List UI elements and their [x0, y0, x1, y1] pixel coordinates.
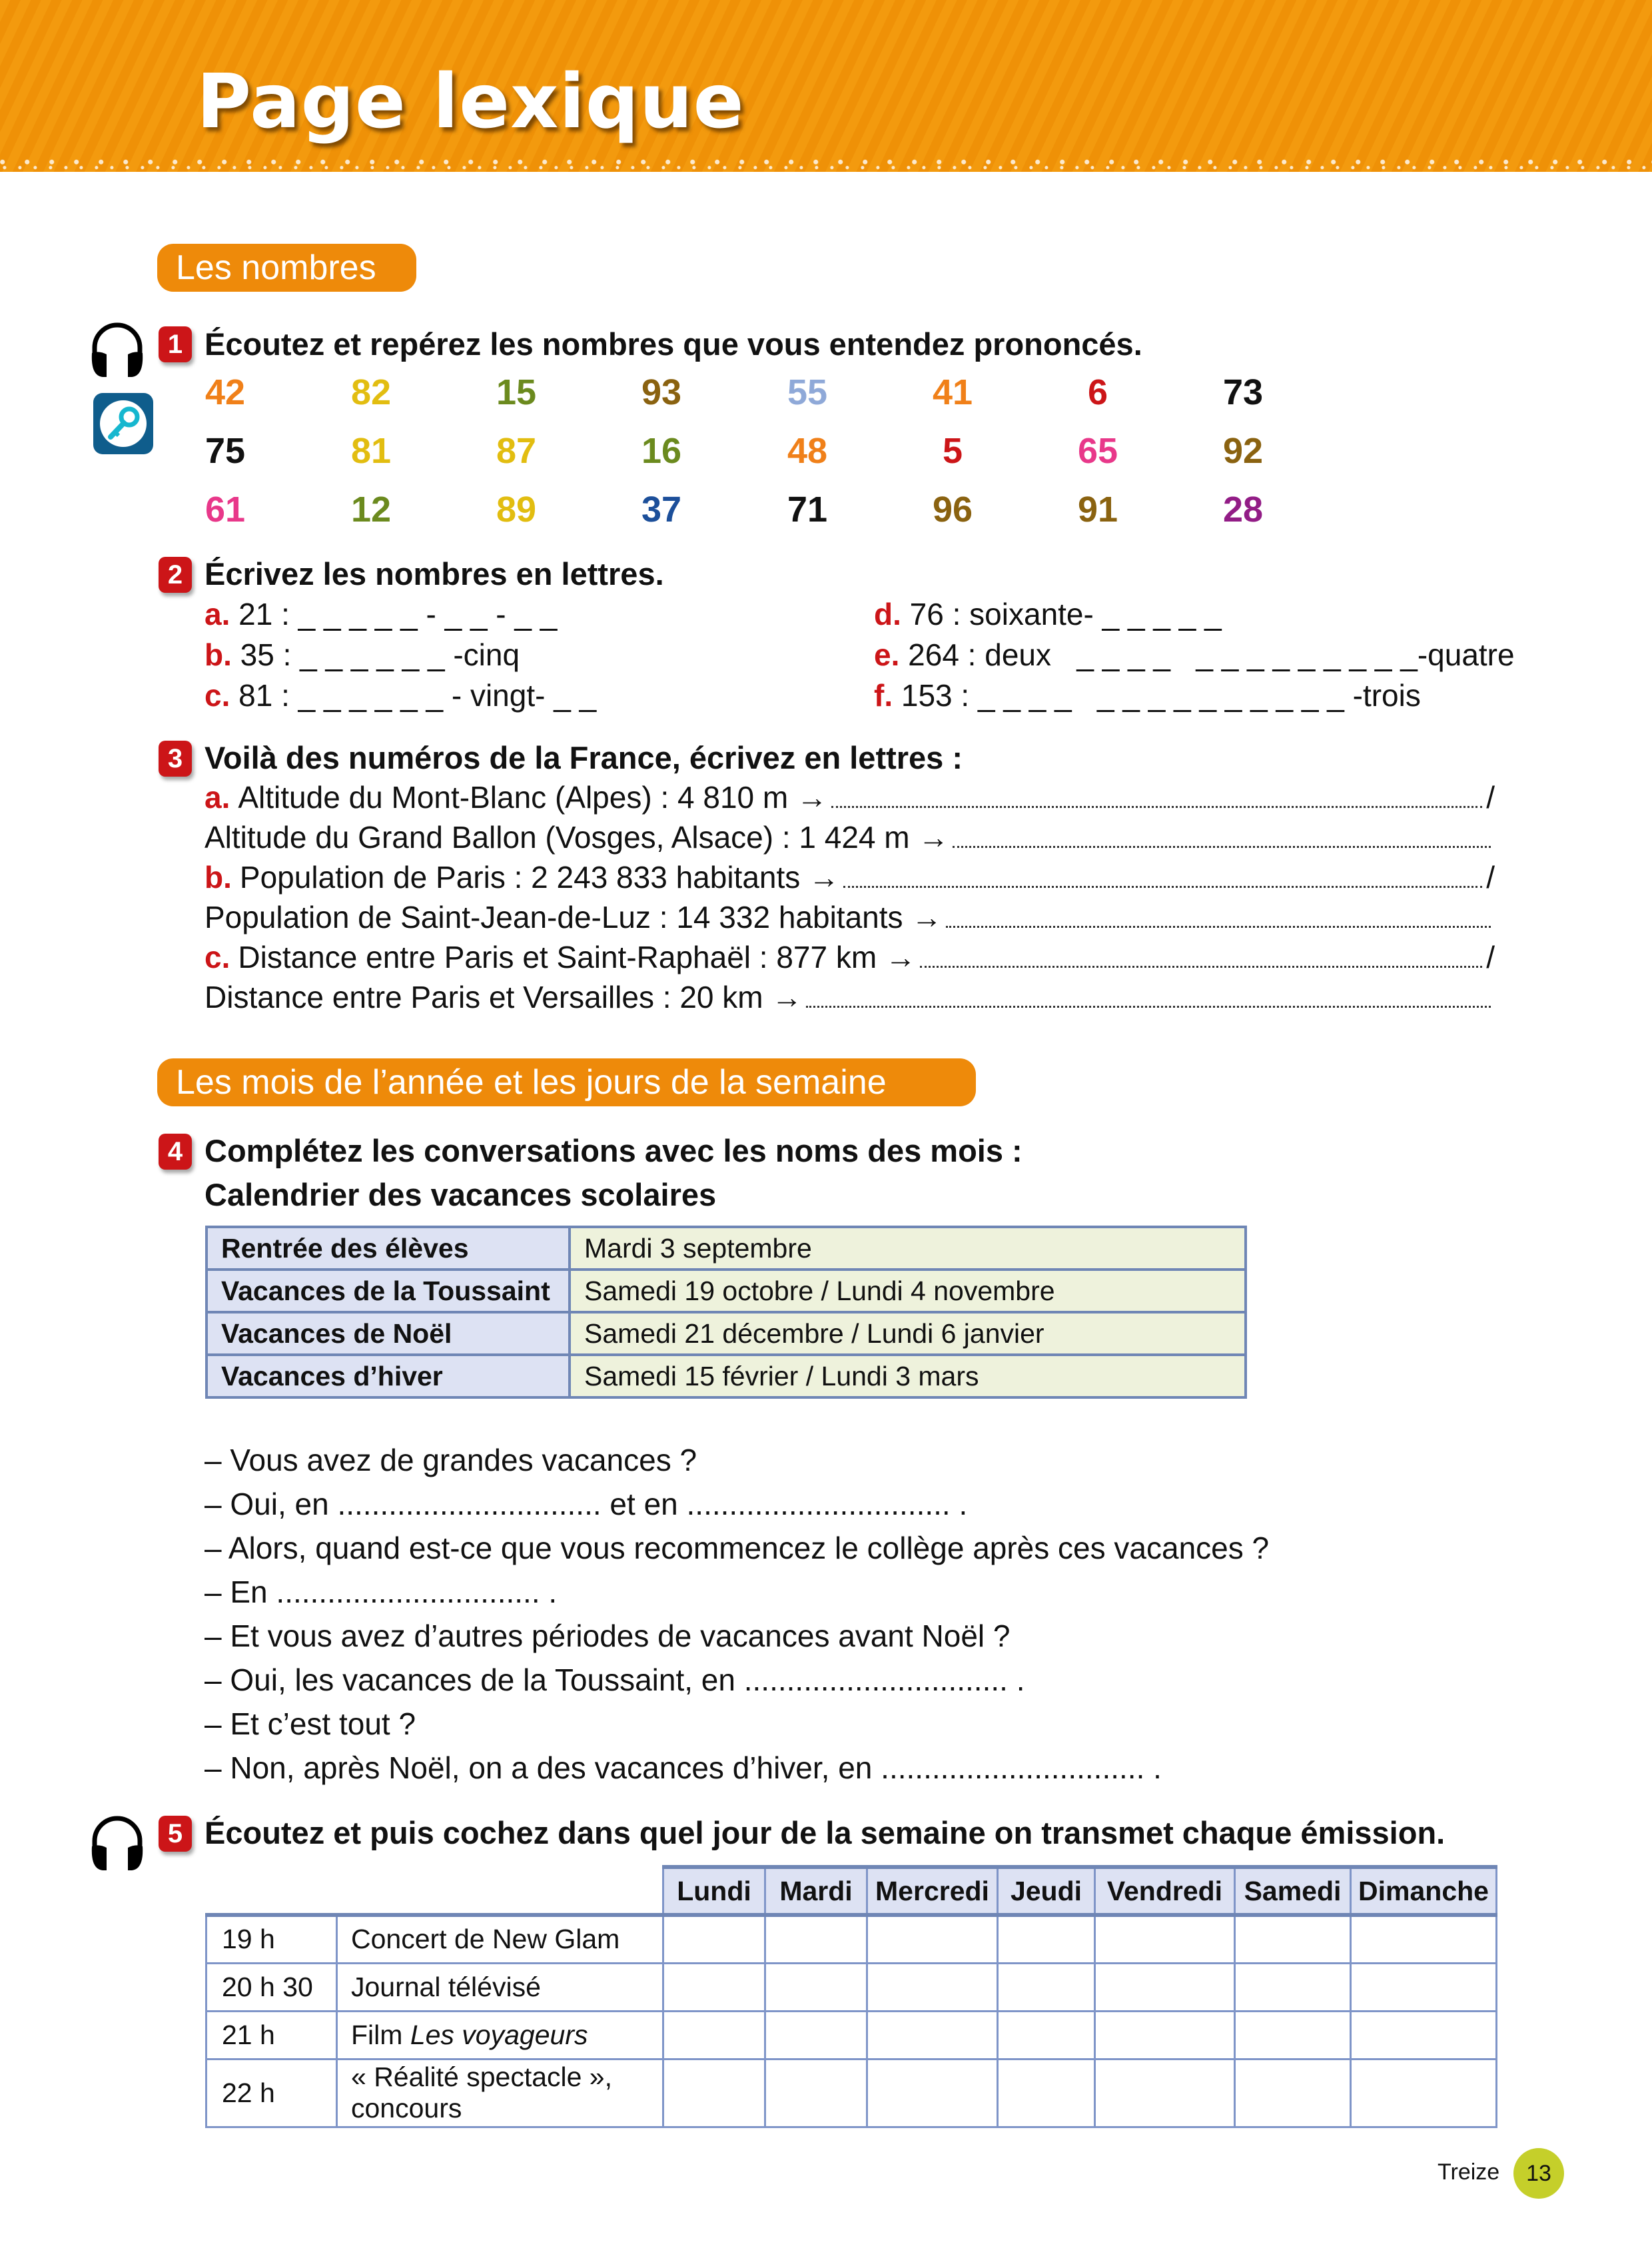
tv-schedule-table	[205, 1865, 1497, 2128]
exercise-2-instruction: Écrivez les nombres en lettres.	[205, 556, 664, 591]
answer-line[interactable]	[205, 859, 1495, 895]
checkbox-cell[interactable]	[867, 2059, 998, 2127]
item-label: f.	[874, 678, 893, 713]
program-name	[337, 1963, 663, 2011]
checkbox-cell[interactable]	[1351, 1915, 1497, 1963]
dialogue-line[interactable]: – Et vous avez d’autres périodes de vacances avant Noël ?	[205, 1619, 1011, 1653]
item-text: Population de Paris : 2 243 833 habitants →	[239, 860, 840, 895]
number-item[interactable]: 91	[1077, 490, 1118, 530]
item-text: 264 : deux _ _ _ _ _ _ _ _ _ _ _ _ _-quatre	[908, 637, 1515, 672]
checkbox-cell[interactable]	[867, 2011, 998, 2059]
exercise-1-instruction: Écoutez et repérez les nombres que vous entendez prononcés.	[205, 326, 1142, 362]
calendar-row	[206, 1270, 1246, 1312]
program-title-italic: Les voyageurs	[410, 2019, 588, 2050]
schedule-row	[206, 2011, 1497, 2059]
number-item[interactable]: 28	[1222, 490, 1264, 530]
number-item[interactable]: 75	[205, 431, 246, 471]
answer-line[interactable]	[205, 779, 1495, 815]
program-title: Journal télévisé	[351, 1971, 541, 2002]
checkbox-cell[interactable]	[1095, 1963, 1235, 2011]
schedule-row	[206, 1963, 1497, 2011]
checkbox-cell[interactable]	[1235, 1915, 1351, 1963]
fill-in-item[interactable]	[874, 677, 1421, 713]
item-label: b.	[205, 860, 232, 895]
program-time: 20 h 30	[206, 1963, 337, 2011]
dialogue-line[interactable]: – Alors, quand est-ce que vous recommencez le collège après ces vacances ?	[205, 1531, 1270, 1565]
calendar-subtitle: Calendrier des vacances scolaires	[205, 1177, 717, 1212]
key-answer-icon[interactable]	[92, 392, 155, 456]
answer-line[interactable]	[205, 939, 1495, 975]
exercise-badge-2: 2	[159, 557, 192, 593]
item-text: 35 : _ _ _ _ _ _ -cinq	[240, 637, 520, 672]
program-name	[337, 1915, 663, 1963]
checkbox-cell[interactable]	[998, 1963, 1095, 2011]
checkbox-cell[interactable]	[998, 2059, 1095, 2127]
number-item[interactable]: 96	[932, 490, 973, 530]
dotted-answer-field[interactable]	[920, 966, 1482, 968]
program-title: Concert de New Glam	[351, 1924, 620, 1955]
item-label: e.	[874, 637, 900, 672]
item-text: Altitude du Grand Ballon (Vosges, Alsace) : 1 424 m →	[205, 820, 949, 855]
calendar-period: Rentrée des élèves	[206, 1227, 570, 1270]
checkbox-cell[interactable]	[663, 1963, 765, 2011]
item-text: 76 : soixante- _ _ _ _ _	[909, 597, 1222, 631]
checkbox-cell[interactable]	[1095, 2011, 1235, 2059]
answer-line[interactable]	[205, 819, 1495, 855]
item-label: a.	[205, 780, 230, 815]
dialogue-line[interactable]: – Oui, les vacances de la Toussaint, en ............................... .	[205, 1663, 1025, 1697]
item-label: d.	[874, 597, 901, 631]
checkbox-cell[interactable]	[867, 1915, 998, 1963]
number-item[interactable]: 93	[641, 372, 682, 412]
number-item[interactable]: 81	[350, 431, 392, 471]
separator-slash: /	[1486, 780, 1495, 815]
checkbox-cell[interactable]	[663, 1915, 765, 1963]
number-item[interactable]: 92	[1222, 431, 1264, 471]
number-item[interactable]: 65	[1077, 431, 1118, 471]
day-header: Mardi	[765, 1867, 867, 1915]
number-item[interactable]: 16	[641, 431, 682, 471]
day-header: Samedi	[1235, 1867, 1351, 1915]
item-text: 21 : _ _ _ _ _ - _ _ - _ _	[238, 597, 558, 631]
checkbox-cell[interactable]	[1235, 2011, 1351, 2059]
dotted-answer-field[interactable]	[946, 926, 1491, 928]
separator-slash: /	[1486, 940, 1495, 974]
checkbox-cell[interactable]	[998, 2011, 1095, 2059]
calendar-dates: Mardi 3 septembre	[570, 1227, 1246, 1270]
fill-in-item[interactable]	[205, 637, 520, 673]
calendar-dates: Samedi 21 décembre / Lundi 6 janvier	[570, 1312, 1246, 1355]
separator-slash: /	[1486, 860, 1495, 895]
day-header: Lundi	[663, 1867, 765, 1915]
checkbox-cell[interactable]	[998, 1915, 1095, 1963]
number-item[interactable]: 42	[205, 372, 246, 412]
checkbox-cell[interactable]	[765, 1963, 867, 2011]
dotted-answer-field[interactable]	[806, 1006, 1491, 1008]
item-text: 81 : _ _ _ _ _ _ - vingt- _ _	[238, 678, 597, 713]
number-item[interactable]: 89	[496, 490, 537, 530]
fill-in-item[interactable]	[874, 637, 1515, 673]
number-item[interactable]: 71	[787, 490, 828, 530]
number-item[interactable]: 55	[787, 372, 828, 412]
page-number-word: Treize	[1438, 2159, 1500, 2185]
calendar-dates: Samedi 15 février / Lundi 3 mars	[570, 1355, 1246, 1397]
dialogue-line[interactable]: – Oui, en ............................... et en ............................... .	[205, 1487, 968, 1521]
calendar-dates: Samedi 19 octobre / Lundi 4 novembre	[570, 1270, 1246, 1312]
program-time: 19 h	[206, 1915, 337, 1963]
item-label: c.	[205, 678, 230, 713]
schedule-row	[206, 1915, 1497, 1963]
program-title: Film	[351, 2019, 410, 2050]
calendar-row	[206, 1227, 1246, 1270]
number-item[interactable]: 82	[350, 372, 392, 412]
checkbox-cell[interactable]	[867, 1963, 998, 2011]
number-item[interactable]: 48	[787, 431, 828, 471]
vacation-calendar-table	[205, 1226, 1247, 1399]
exercise-3-instruction: Voilà des numéros de la France, écrivez en lettres :	[205, 740, 963, 775]
headphones-icon[interactable]	[88, 1812, 147, 1873]
header-rough-edge	[0, 145, 1652, 173]
page-number-badge: 13	[1513, 2148, 1564, 2199]
number-item[interactable]: 6	[1087, 372, 1108, 412]
dotted-answer-field[interactable]	[843, 886, 1482, 888]
checkbox-cell[interactable]	[1235, 2059, 1351, 2127]
checkbox-cell[interactable]	[1095, 1915, 1235, 1963]
headphones-icon[interactable]	[88, 318, 147, 380]
page-title: Page lexique	[197, 59, 745, 145]
calendar-row	[206, 1312, 1246, 1355]
item-label: c.	[205, 940, 230, 974]
number-item[interactable]: 41	[932, 372, 973, 412]
program-time: 22 h	[206, 2059, 337, 2127]
number-item[interactable]: 12	[350, 490, 392, 530]
checkbox-cell[interactable]	[1351, 2059, 1497, 2127]
answer-line[interactable]	[205, 899, 1495, 935]
exercise-badge-5: 5	[159, 1816, 192, 1852]
program-title: « Réalité spectacle », concours	[351, 2061, 613, 2123]
fill-in-item[interactable]	[874, 596, 1222, 632]
section-title-months-days: Les mois de l’année et les jours de la semaine	[157, 1058, 976, 1106]
day-header: Vendredi	[1095, 1867, 1235, 1915]
number-item[interactable]: 61	[205, 490, 246, 530]
calendar-period: Vacances d’hiver	[206, 1355, 570, 1397]
calendar-period: Vacances de la Toussaint	[206, 1270, 570, 1312]
calendar-period: Vacances de Noël	[206, 1312, 570, 1355]
number-item[interactable]: 15	[496, 372, 537, 412]
checkbox-cell[interactable]	[1351, 2011, 1497, 2059]
exercise-4-instruction: Complétez les conversations avec les noms des mois :	[205, 1133, 1023, 1168]
checkbox-cell[interactable]	[1095, 2059, 1235, 2127]
item-text: Altitude du Mont-Blanc (Alpes) : 4 810 m →	[238, 780, 827, 815]
checkbox-cell[interactable]	[765, 1915, 867, 1963]
item-text: Distance entre Paris et Saint-Raphaël : 877 km →	[238, 940, 916, 974]
exercise-5-instruction: Écoutez et puis cochez dans quel jour de la semaine on transmet chaque émission.	[205, 1815, 1446, 1850]
dialogue-line[interactable]: – Non, après Noël, on a des vacances d’hiver, en ............................... .	[205, 1750, 1162, 1785]
dotted-answer-field[interactable]	[953, 846, 1491, 848]
fill-in-item[interactable]	[205, 677, 596, 713]
exercise-badge-3: 3	[159, 741, 192, 777]
day-header: Mercredi	[867, 1867, 998, 1915]
answer-line[interactable]	[205, 979, 1495, 1015]
item-label: b.	[205, 637, 232, 672]
day-header: Jeudi	[998, 1867, 1095, 1915]
checkbox-cell[interactable]	[765, 2011, 867, 2059]
calendar-row	[206, 1355, 1246, 1397]
item-label: a.	[205, 597, 230, 631]
program-name	[337, 2059, 663, 2127]
dotted-answer-field[interactable]	[831, 806, 1482, 808]
checkbox-cell[interactable]	[765, 2059, 867, 2127]
number-item[interactable]: 37	[641, 490, 682, 530]
program-time: 21 h	[206, 2011, 337, 2059]
section-title-numbers: Les nombres	[157, 244, 416, 292]
table-corner-empty	[206, 1867, 663, 1915]
number-item[interactable]: 73	[1222, 372, 1264, 412]
checkbox-cell[interactable]	[1351, 1963, 1497, 2011]
day-header: Dimanche	[1351, 1867, 1497, 1915]
number-item[interactable]: 87	[496, 431, 537, 471]
checkbox-cell[interactable]	[1235, 1963, 1351, 2011]
dialogue-line[interactable]: – Vous avez de grandes vacances ?	[205, 1443, 697, 1477]
dialogue-line[interactable]: – Et c’est tout ?	[205, 1706, 416, 1741]
checkbox-cell[interactable]	[663, 2011, 765, 2059]
checkbox-cell[interactable]	[663, 2059, 765, 2127]
item-text: Population de Saint-Jean-de-Luz : 14 332 habitants →	[205, 900, 943, 934]
schedule-row	[206, 2059, 1497, 2127]
number-item[interactable]: 5	[942, 431, 963, 471]
program-name	[337, 2011, 663, 2059]
item-text: 153 : _ _ _ _ _ _ _ _ _ _ _ _ _ _ -trois	[901, 678, 1421, 713]
fill-in-item[interactable]	[205, 596, 557, 632]
dialogue-line[interactable]: – En ............................... .	[205, 1575, 558, 1609]
item-text: Distance entre Paris et Versailles : 20 km →	[205, 980, 803, 1014]
exercise-badge-4: 4	[159, 1134, 192, 1170]
exercise-badge-1: 1	[159, 326, 192, 362]
